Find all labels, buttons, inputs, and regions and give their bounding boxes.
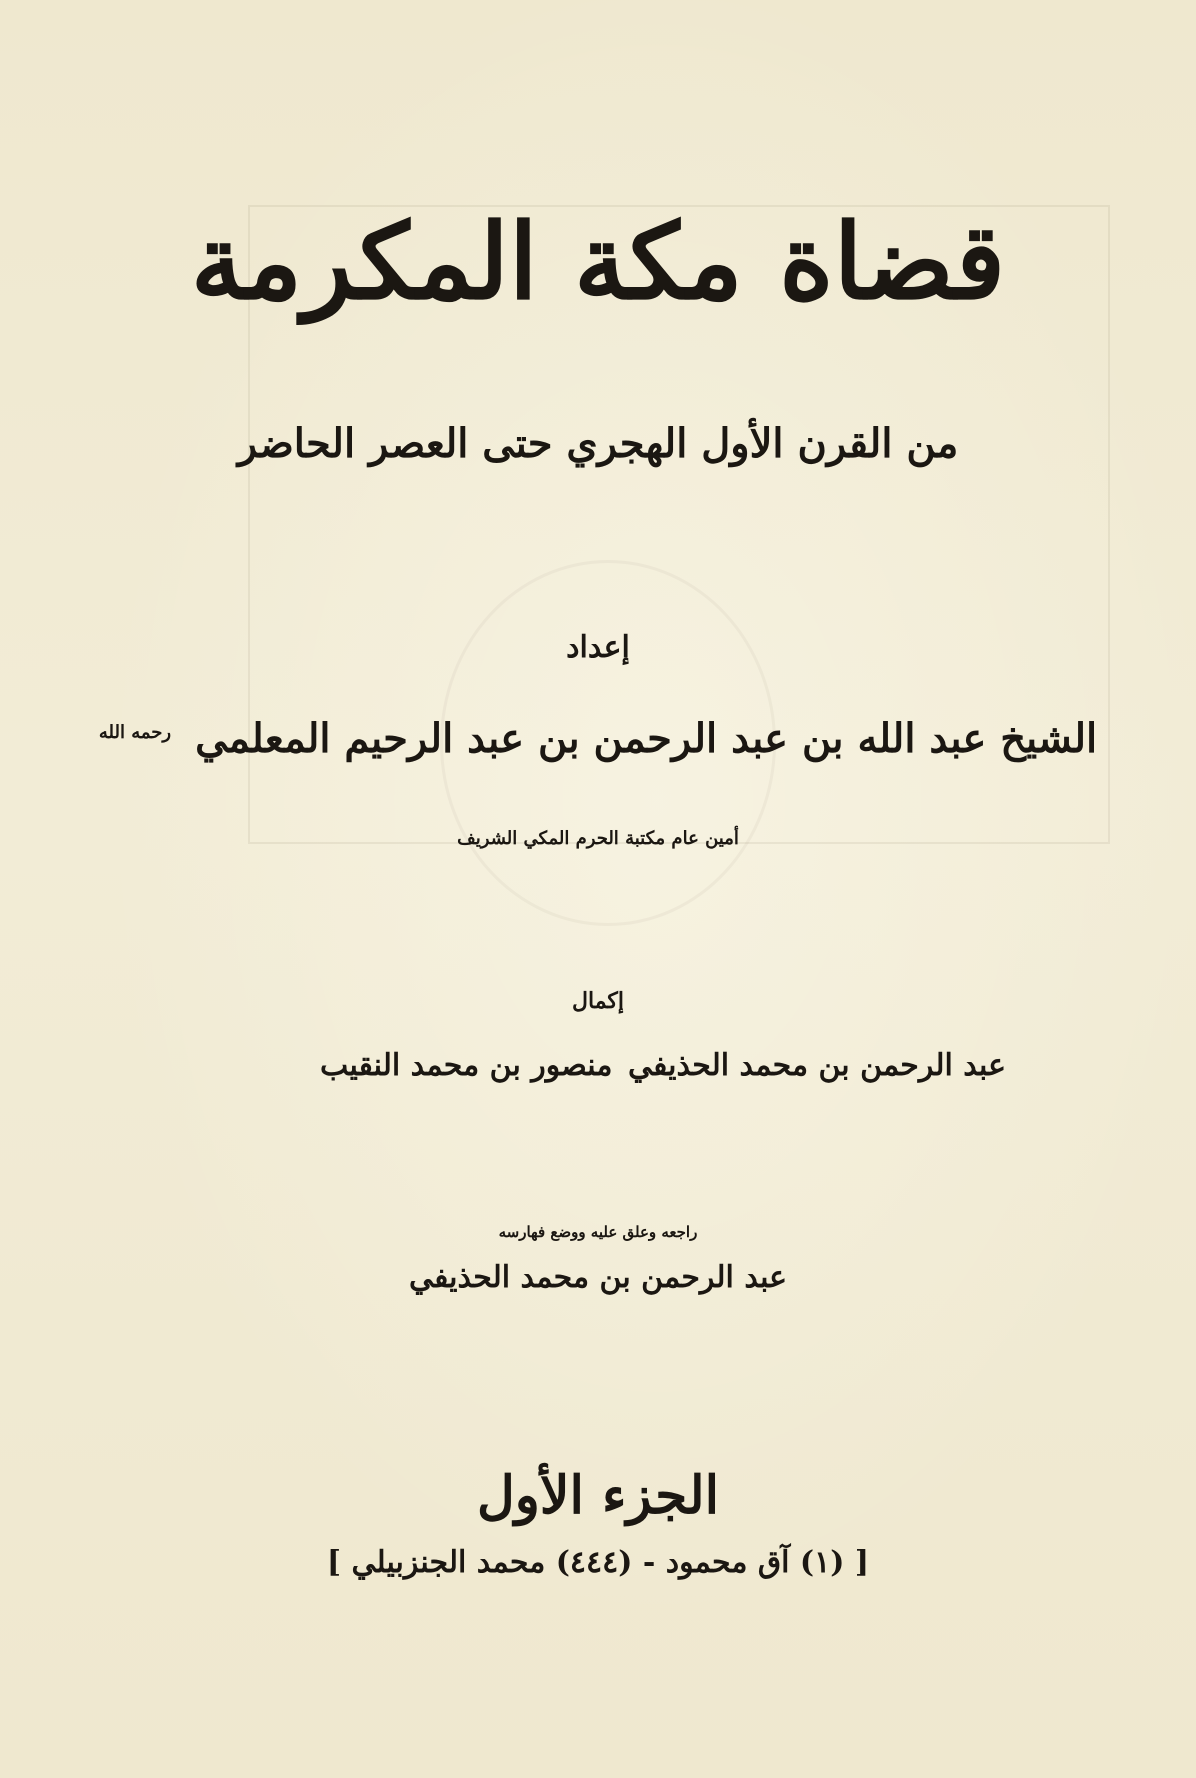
author-role: أمين عام مكتبة الحرم المكي الشريف bbox=[457, 828, 739, 849]
completer-name: منصور بن محمد النقيب bbox=[320, 1048, 613, 1083]
author-honorific: رحمه الله bbox=[98, 721, 172, 743]
book-subtitle: من القرن الأول الهجري حتى العصر الحاضر bbox=[237, 420, 959, 467]
volume-label: الجزء الأول bbox=[476, 1465, 720, 1526]
catalog-note: [ (١) آق محمود - (٤٤٤) محمد الجنزبيلي ] bbox=[326, 1545, 870, 1580]
book-title: قضاة مكة المكرمة bbox=[190, 200, 1006, 323]
completer-name: عبد الرحمن بن محمد الحذيفي bbox=[627, 1048, 1006, 1083]
reviser-name: عبد الرحمن بن محمد الحذيفي bbox=[408, 1260, 788, 1295]
author-line bbox=[0, 713, 1196, 765]
completers-row bbox=[0, 1048, 1196, 1098]
revision-label: راجعه وعلق عليه ووضع فهارسه bbox=[498, 1223, 698, 1241]
author-name: الشيخ عبد الله بن عبد الرحمن بن عبد الرحيم المعلمي bbox=[195, 715, 1098, 762]
preparation-label: إعداد bbox=[566, 630, 630, 665]
completion-label: إكمال bbox=[572, 988, 624, 1014]
